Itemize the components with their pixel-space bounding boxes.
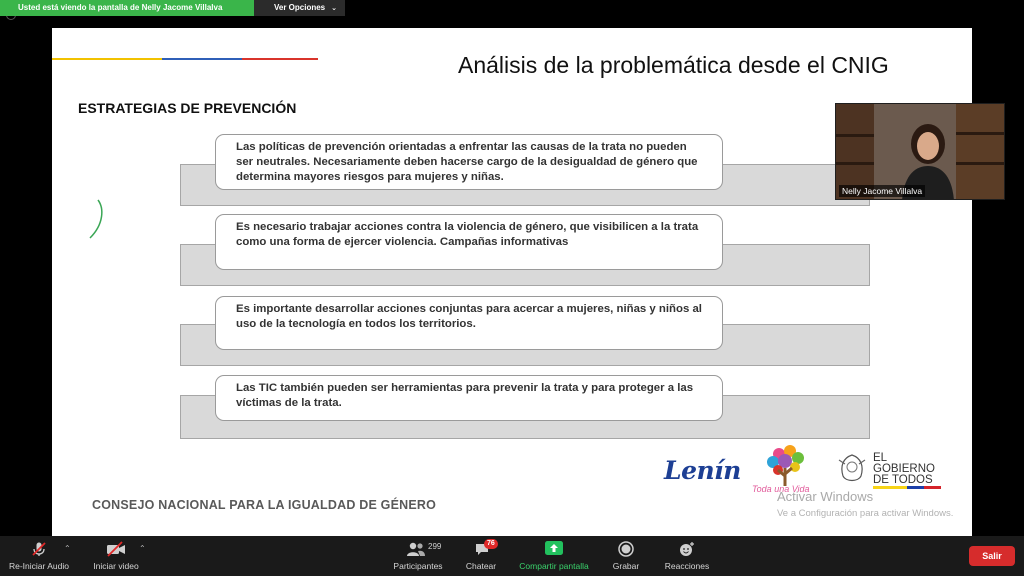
annotation-mark-icon: [88, 198, 108, 240]
gov-logo-line2: GOBIERNO: [873, 463, 935, 475]
strategy-text: Las TIC también pueden ser herramientas para prevenir la trata y para proteger a las víctimas de la trata.: [215, 375, 723, 421]
strategy-item: [180, 134, 870, 208]
record-label: Grabar: [612, 561, 640, 571]
organization-footer: CONSEJO NACIONAL PARA LA IGUALDAD DE GÉNERO: [92, 498, 437, 512]
strategy-text: Es necesario trabajar acciones contra la violencia de género, que visibilicen a la trata como una forma de ejercer violencia. Campañas informativas: [215, 214, 723, 270]
share-screen-arrow-icon: [545, 541, 563, 555]
tree-logo-caption: Toda una Vida: [752, 484, 810, 494]
share-screen-button[interactable]: [512, 536, 596, 576]
microphone-muted-icon: [31, 541, 47, 557]
unmute-label: Re-Iniciar Audio: [8, 561, 69, 571]
reactions-button[interactable]: [660, 536, 714, 576]
gov-logo-line3: DE TODOS: [873, 474, 933, 486]
video-camera-off-icon: [106, 541, 126, 557]
lenin-logo: Lenín: [664, 456, 741, 485]
participants-icon: [406, 541, 426, 557]
shared-slide: [52, 28, 972, 536]
shelf-board: [956, 132, 1005, 135]
participants-count: 299: [428, 542, 442, 551]
view-options-label: Ver Opciones: [274, 3, 326, 12]
section-title: ESTRATEGIAS DE PREVENCIÓN: [78, 100, 297, 116]
unmute-button[interactable]: [2, 536, 76, 576]
strategy-item: [180, 214, 870, 288]
start-video-button[interactable]: [84, 536, 148, 576]
strategy-text: Las políticas de prevención orientadas a enfrentar las causas de la trata no pueden ser neutrales. Necesariamente deben hacerse cargo de la desigualdad de género que determina mayores riesgos para mujeres y niñas.: [215, 134, 723, 190]
shelf-board: [836, 134, 874, 137]
view-options-button[interactable]: [254, 0, 345, 16]
leave-meeting-button[interactable]: Salir: [969, 546, 1015, 566]
shelf-board: [956, 162, 1005, 165]
bookshelf-right: [956, 104, 1005, 200]
slide-color-bar-red: [242, 58, 318, 60]
reactions-label: Reacciones: [664, 561, 710, 571]
slide-title: Análisis de la problemática desde el CNIG: [458, 52, 889, 78]
smiley-plus-icon: [679, 541, 695, 557]
share-screen-label: Compartir pantalla: [519, 561, 589, 571]
chat-button[interactable]: [458, 536, 504, 576]
gov-logo-line1: EL: [873, 452, 888, 464]
meeting-toolbar: [0, 536, 1024, 576]
chevron-down-icon: ⌄: [331, 5, 338, 12]
chat-unread-badge: 76: [484, 539, 498, 549]
video-options-caret-icon[interactable]: ⌃: [139, 544, 146, 553]
share-status-text: Usted está viendo la pantalla de Nelly Jacome Villalva: [0, 0, 254, 16]
participants-button[interactable]: [388, 536, 448, 576]
slide-color-bar-yellow: [52, 58, 162, 60]
participants-label: Participantes: [393, 561, 443, 571]
strategy-item: [180, 375, 870, 441]
coat-of-arms-icon: [835, 452, 869, 486]
windows-activation-watermark-title: Activar Windows: [777, 489, 874, 504]
audio-options-caret-icon[interactable]: ⌃: [64, 544, 71, 553]
record-icon: [618, 541, 634, 557]
slide-color-bar-blue: [162, 58, 242, 60]
participant-video-tile[interactable]: [835, 103, 1005, 200]
screen-share-banner: [0, 0, 345, 16]
chat-label: Chatear: [465, 561, 497, 571]
gov-logo-ribbon: [873, 486, 941, 489]
windows-activation-watermark-subtitle: Ve a Configuración para activar Windows.: [777, 508, 954, 519]
strategy-item: [180, 296, 870, 370]
gobierno-logo: [835, 450, 945, 490]
start-video-label: Iniciar video: [93, 561, 139, 571]
shelf-board: [836, 162, 874, 165]
record-button[interactable]: [606, 536, 646, 576]
strategy-text: Es importante desarrollar acciones conjuntas para acercar a mujeres, niñas y niños al uso de la tecnología en todos los territorios.: [215, 296, 723, 350]
participant-name-label: Nelly Jacome Villalva: [839, 185, 925, 197]
